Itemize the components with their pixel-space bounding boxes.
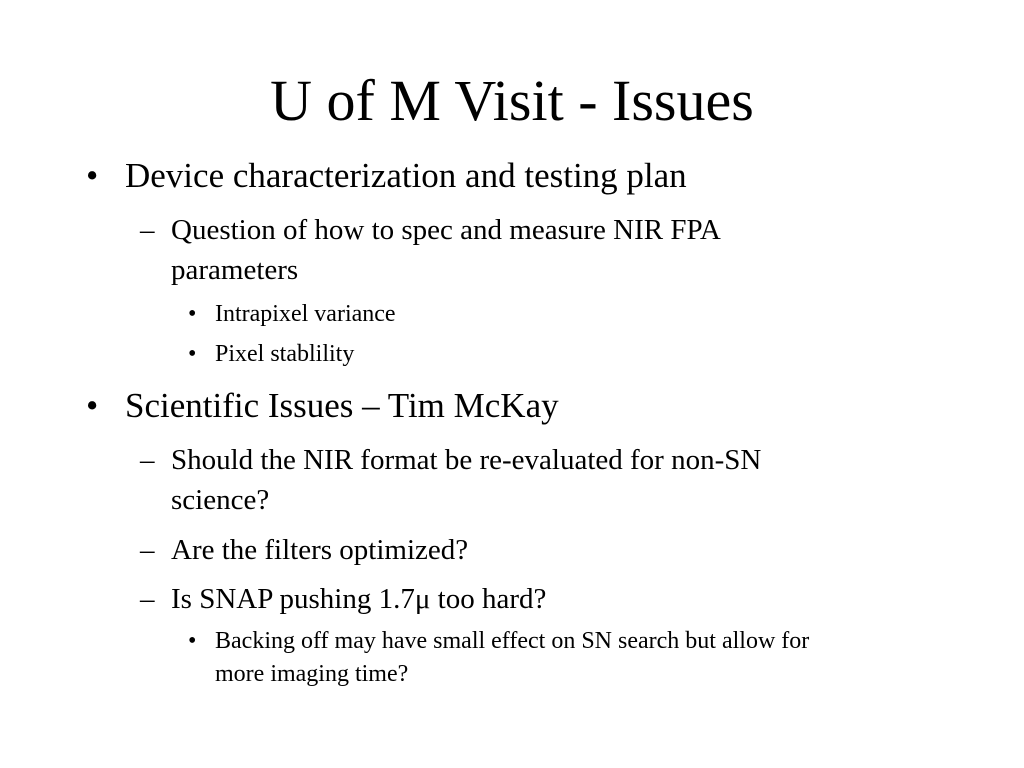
subsub-backing-off-line2: more imaging time? [215,661,409,687]
dash-marker: – [140,444,155,476]
subsub-backing-off-line1: Backing off may have small effect on SN search but allow for [215,628,810,654]
dash-marker: – [140,534,155,566]
slide-title: U of M Visit - Issues [270,68,754,133]
subbullet-nir-format-line2: science? [171,484,270,516]
bullet-marker: • [86,386,99,425]
subsub-intrapixel-variance: Intrapixel variance [215,301,396,327]
dash-marker: – [140,583,155,615]
small-bullet-marker: • [188,301,197,327]
subsub-pixel-stability: Pixel stablility [215,341,355,367]
subbullet-filters-optimized: Are the filters optimized? [171,534,469,566]
small-bullet-marker: • [188,628,197,654]
subbullet-nir-fpa-line1: Question of how to spec and measure NIR FPA [171,214,721,246]
subbullet-nir-format-line1: Should the NIR format be re-evaluated for non-SN [171,444,762,476]
bullet-marker: • [86,156,99,195]
dash-marker: – [140,214,155,246]
subbullet-snap-pushing: Is SNAP pushing 1.7μ too hard? [171,583,547,615]
bullet-device-characterization: Device characterization and testing plan [125,156,687,195]
bullet-scientific-issues: Scientific Issues – Tim McKay [125,386,559,425]
subbullet-nir-fpa-line2: parameters [171,254,299,286]
small-bullet-marker: • [188,341,197,367]
